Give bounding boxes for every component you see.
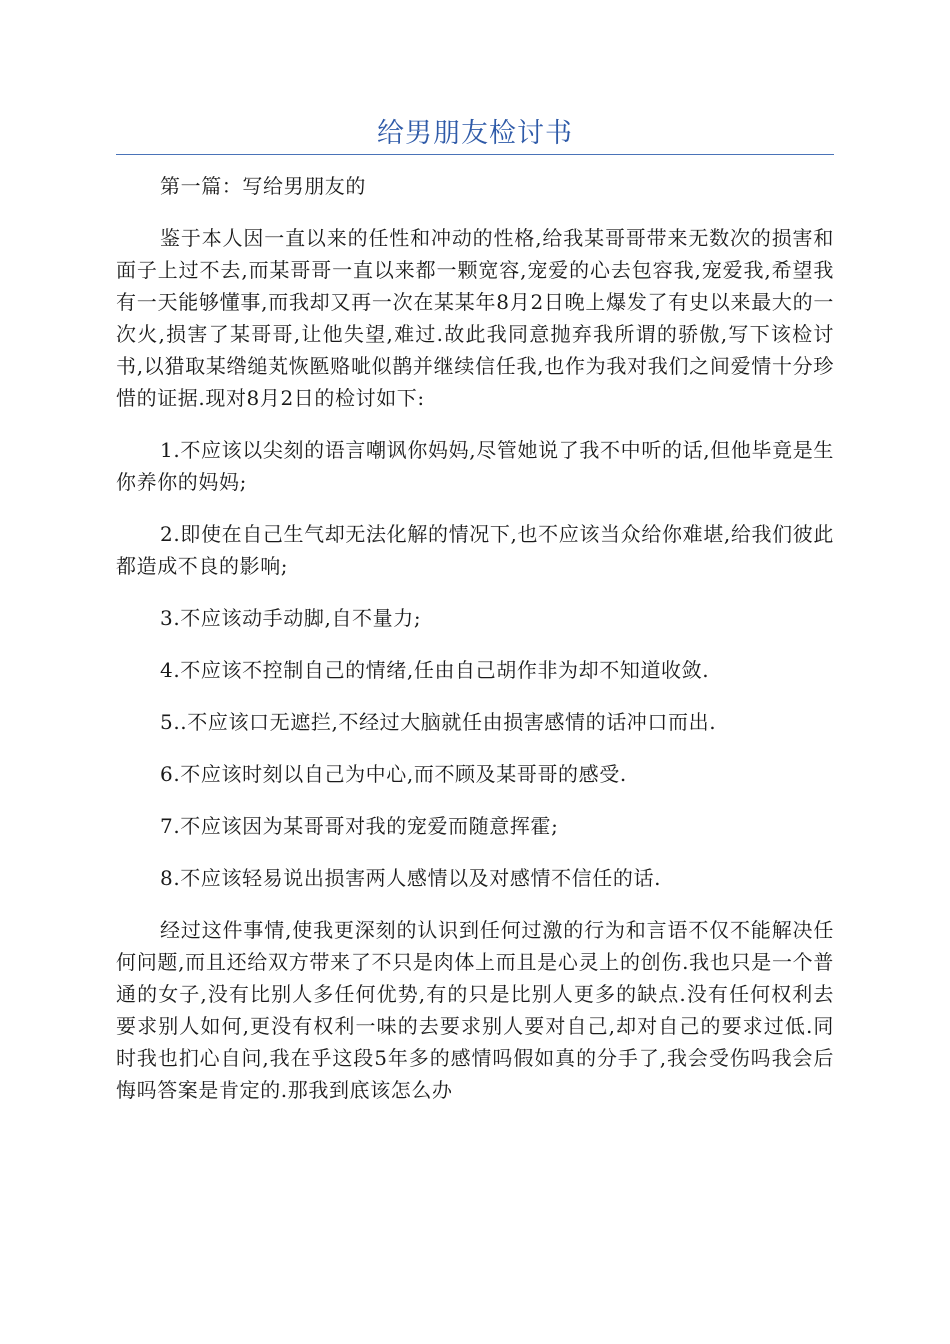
list-item-1: 1.不应该以尖刻的语言嘲讽你妈妈,尽管她说了我不中听的话,但他毕竟是生你养你的妈妈;: [116, 438, 834, 494]
list-item-2: 2.即使在自己生气却无法化解的情况下,也不应该当众给你难堪,给我们彼此都造成不良的影响;: [116, 522, 834, 578]
document-body: [116, 170, 834, 1126]
list-item-4: 4.不应该不控制自己的情绪,任由自己胡作非为却不知道收敛.: [160, 658, 710, 682]
title-underline: [116, 154, 834, 155]
document-title: 给男朋友检讨书: [377, 118, 573, 149]
reflection-paragraph: 经过这件事情,使我更深刻的认识到任何过激的行为和言语不仅不能解决任何问题,而且还给双方带来了不只是肉体上而且是心灵上的创伤.我也只是一个普通的女子,没有比别人多任何优势,有的只是比别人更多的缺点.没有任何权利去要求别人如何,更没有权利一味的去要求别人要对自己,却对自己的要求过低.同时我也扪心自问,我在乎这段5年多的感情吗假如真的分手了,我会受伤吗我会后悔吗答案是肯定的.那我到底该怎么办: [116, 918, 834, 1102]
list-item-6: 6.不应该时刻以自己为中心,而不顾及某哥哥的感受.: [160, 762, 627, 786]
intro-paragraph: 鉴于本人因一直以来的任性和冲动的性格,给我某哥哥带来无数次的损害和面子上过不去,而某哥哥一直以来都一颗宽容,宠爱的心去包容我,宠爱我,希望我有一天能够懂事,而我却又再一次在某某年8月2日晚上爆发了有史以来最大的一次火,损害了某哥哥,让他失望,难过.故此我同意抛弃我所谓的骄傲,写下该检讨书,以猎取某绺缒芄恢匦赂呲似鹊并继续信任我,也作为我对我们之间爱情十分珍惜的证据.现对8月2日的检讨如下:: [116, 226, 834, 410]
list-item-7: 7.不应该因为某哥哥对我的宠爱而随意挥霍;: [160, 814, 559, 838]
list-item-8: 8.不应该轻易说出损害两人感情以及对感情不信任的话.: [160, 866, 662, 890]
section-heading: 第一篇：写给男朋友的: [160, 174, 366, 198]
list-item-3: 3.不应该动手动脚,自不量力;: [160, 606, 422, 630]
list-item-5: 5..不应该口无遮拦,不经过大脑就任由损害感情的话冲口而出.: [160, 710, 717, 734]
